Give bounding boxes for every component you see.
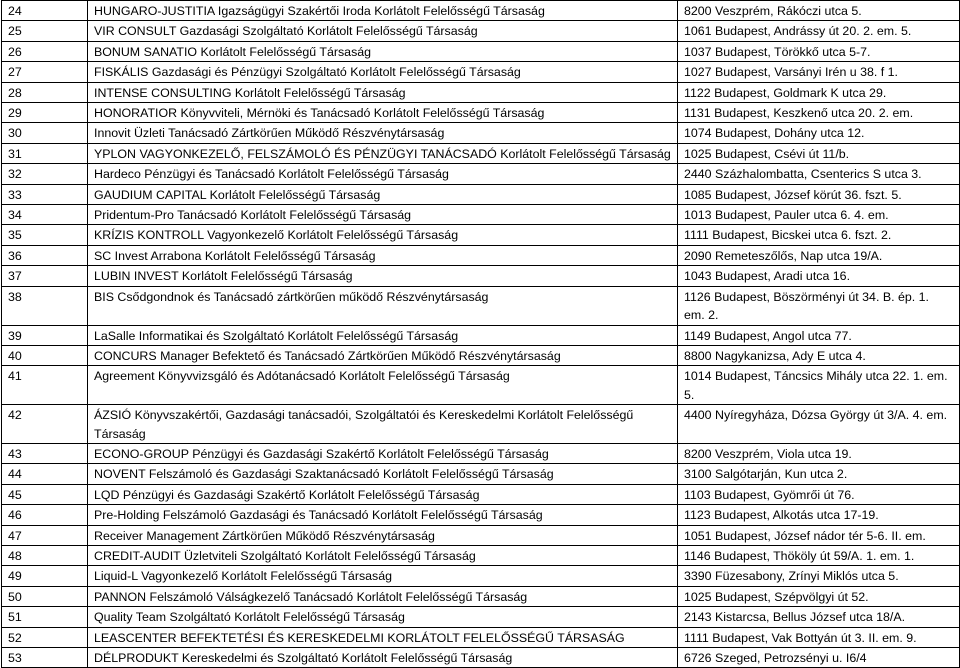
company-name: CREDIT-AUDIT Üzletviteli Szolgáltató Korlátolt Felelősségű Társaság [88,545,678,565]
row-number: 26 [2,41,88,61]
company-name: GAUDIUM CAPITAL Korlátolt Felelősségű Társaság [88,184,678,204]
row-number: 49 [2,566,88,586]
company-address: 2143 Kistarcsa, Bellus József utca 18/A. [678,607,960,627]
company-name: SC Invest Arrabona Korlátolt Felelősségű Társaság [88,245,678,265]
company-name: INTENSE CONSULTING Korlátolt Felelősségű Társaság [88,82,678,102]
company-name: Agreement Könyvvizsgáló és Adótanácsadó Korlátolt Felelősségű Társaság [88,366,678,405]
row-number: 44 [2,464,88,484]
table-row [2,545,960,565]
row-number: 40 [2,345,88,365]
company-name: VIR CONSULT Gazdasági Szolgáltató Korlátolt Felelősségű Társaság [88,21,678,41]
row-number: 28 [2,82,88,102]
table-row [2,505,960,525]
company-name: YPLON VAGYONKEZELŐ, FELSZÁMOLÓ ÉS PÉNZÜGYI TANÁCSADÓ Korlátolt Felelősségű Társaság [88,143,678,163]
row-number: 52 [2,627,88,647]
row-number: 30 [2,123,88,143]
table-row [2,21,960,41]
company-address: 1149 Budapest, Angol utca 77. [678,325,960,345]
table-row [2,366,960,405]
company-name: ECONO-GROUP Pénzügyi és Gazdasági Szakértő Korlátolt Felelősségű Társaság [88,443,678,463]
registry-table-body [2,1,960,668]
company-name: HUNGARO-JUSTITIA Igazságügyi Szakértői Iroda Korlátolt Felelősségű Társaság [88,1,678,21]
company-address: 1043 Budapest, Aradi utca 16. [678,266,960,286]
row-number: 50 [2,586,88,606]
row-number: 31 [2,143,88,163]
row-number: 33 [2,184,88,204]
company-address: 1122 Budapest, Goldmark K utca 29. [678,82,960,102]
company-address: 1014 Budapest, Táncsics Mihály utca 22. 1. em. 5. [678,366,960,405]
row-number: 38 [2,286,88,325]
company-name: LQD Pénzügyi és Gazdasági Szakértő Korlátolt Felelősségű Társaság [88,484,678,504]
row-number: 53 [2,648,88,668]
company-address: 8800 Nagykanizsa, Ady E utca 4. [678,345,960,365]
table-row [2,225,960,245]
company-address: 1146 Budapest, Thököly út 59/A. 1. em. 1. [678,545,960,565]
company-address: 1074 Budapest, Dohány utca 12. [678,123,960,143]
row-number: 48 [2,545,88,565]
company-name: Receiver Management Zártkörűen Működő Részvénytársaság [88,525,678,545]
company-name: LaSalle Informatikai és Szolgáltató Korlátolt Felelősségű Társaság [88,325,678,345]
company-name: ÁZSIÓ Könyvszakértői, Gazdasági tanácsadói, Szolgáltatói és Kereskedelmi Korlátolt Felelősségű Társaság [88,405,678,444]
table-row [2,205,960,225]
table-row [2,484,960,504]
company-address: 1025 Budapest, Csévi út 11/b. [678,143,960,163]
company-name: Pridentum-Pro Tanácsadó Korlátolt Felelősségű Társaság [88,205,678,225]
company-name: HONORATIOR Könyvviteli, Mérnöki és Tanácsadó Korlátolt Felelősségű Társaság [88,103,678,123]
company-address: 1051 Budapest, József nádor tér 5-6. II. em. [678,525,960,545]
company-address: 8200 Veszprém, Viola utca 19. [678,443,960,463]
company-address: 1027 Budapest, Varsányi Irén u 38. f 1. [678,62,960,82]
company-address: 1103 Budapest, Gyömrői út 76. [678,484,960,504]
company-address: 1123 Budapest, Alkotás utca 17-19. [678,505,960,525]
company-address: 1013 Budapest, Pauler utca 6. 4. em. [678,205,960,225]
company-name: LUBIN INVEST Korlátolt Felelősségű Társaság [88,266,678,286]
company-name: PANNON Felszámoló Válságkezelő Tanácsadó Korlátolt Felelősségű Társaság [88,586,678,606]
row-number: 42 [2,405,88,444]
company-name: BIS Csődgondnok és Tanácsadó zártkörűen működő Részvénytársaság [88,286,678,325]
company-name: LEASCENTER BEFEKTETÉSI ÉS KERESKEDELMI KORLÁTOLT FELELŐSSÉGŰ TÁRSASÁG [88,627,678,647]
row-number: 37 [2,266,88,286]
company-name: KRÍZIS KONTROLL Vagyonkezelő Korlátolt Felelősségű Társaság [88,225,678,245]
table-row [2,184,960,204]
table-row [2,245,960,265]
row-number: 45 [2,484,88,504]
table-row [2,345,960,365]
company-name: CONCURS Manager Befektető és Tanácsadó Zártkörűen Működő Részvénytársaság [88,345,678,365]
company-address: 1111 Budapest, Vak Bottyán út 3. II. em. 9. [678,627,960,647]
table-row [2,405,960,444]
row-number: 32 [2,164,88,184]
company-name: Hardeco Pénzügyi és Tanácsadó Korlátolt Felelősségű Társaság [88,164,678,184]
row-number: 36 [2,245,88,265]
company-name: FISKÁLIS Gazdasági és Pénzügyi Szolgáltató Korlátolt Felelősségű Társaság [88,62,678,82]
company-name: BONUM SANATIO Korlátolt Felelősségű Társaság [88,41,678,61]
table-row [2,266,960,286]
table-row [2,123,960,143]
company-address: 1131 Budapest, Keszkenő utca 20. 2. em. [678,103,960,123]
table-row [2,566,960,586]
table-row [2,586,960,606]
company-address: 1126 Budapest, Böszörményi út 34. B. ép. 1. em. 2. [678,286,960,325]
row-number: 27 [2,62,88,82]
company-address: 6726 Szeged, Petrozsényi u. I6/4 [678,648,960,668]
registry-table [1,0,960,668]
table-row [2,82,960,102]
company-name: Liquid-L Vagyonkezelő Korlátolt Felelősségű Társaság [88,566,678,586]
company-address: 1085 Budapest, József körút 36. fszt. 5. [678,184,960,204]
table-row [2,103,960,123]
company-name: Innovit Üzleti Tanácsadó Zártkörűen Működő Részvénytársaság [88,123,678,143]
table-row [2,1,960,21]
company-name: NOVENT Felszámoló és Gazdasági Szaktanácsadó Korlátolt Felelősségű Társaság [88,464,678,484]
table-row [2,62,960,82]
row-number: 24 [2,1,88,21]
row-number: 39 [2,325,88,345]
row-number: 25 [2,21,88,41]
table-row [2,464,960,484]
company-address: 4400 Nyíregyháza, Dózsa György út 3/A. 4. em. [678,405,960,444]
table-row [2,443,960,463]
table-row [2,627,960,647]
row-number: 43 [2,443,88,463]
company-address: 1061 Budapest, Andrássy út 20. 2. em. 5. [678,21,960,41]
row-number: 41 [2,366,88,405]
table-row [2,143,960,163]
row-number: 47 [2,525,88,545]
row-number: 29 [2,103,88,123]
company-address: 2090 Remeteszőlős, Nap utca 19/A. [678,245,960,265]
company-address: 1037 Budapest, Törökkő utca 5-7. [678,41,960,61]
company-name: DÉLPRODUKT Kereskedelmi és Szolgáltató Korlátolt Felelősségű Társaság [88,648,678,668]
table-row [2,325,960,345]
table-row [2,164,960,184]
company-name: Pre-Holding Felszámoló Gazdasági és Tanácsadó Korlátolt Felelősségű Társaság [88,505,678,525]
company-name: Quality Team Szolgáltató Korlátolt Felelősségű Társaság [88,607,678,627]
table-row [2,41,960,61]
company-address: 8200 Veszprém, Rákóczi utca 5. [678,1,960,21]
table-row [2,607,960,627]
company-address: 3100 Salgótarján, Kun utca 2. [678,464,960,484]
company-address: 3390 Füzesabony, Zrínyi Miklós utca 5. [678,566,960,586]
company-address: 1111 Budapest, Bicskei utca 6. fszt. 2. [678,225,960,245]
row-number: 35 [2,225,88,245]
table-row [2,525,960,545]
row-number: 46 [2,505,88,525]
company-address: 1025 Budapest, Szépvölgyi út 52. [678,586,960,606]
row-number: 51 [2,607,88,627]
table-row [2,286,960,325]
table-row [2,648,960,668]
row-number: 34 [2,205,88,225]
company-address: 2440 Százhalombatta, Csenterics S utca 3. [678,164,960,184]
